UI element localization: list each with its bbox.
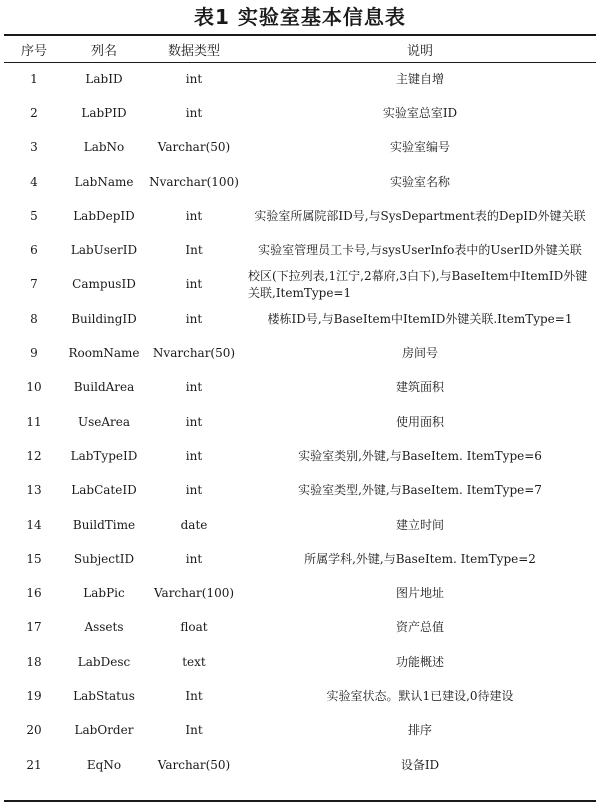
cell-name: RoomName	[68, 346, 140, 361]
cell-desc: 建立时间	[395, 517, 444, 532]
table-row	[4, 714, 596, 748]
cell-name: LabOrder	[74, 723, 134, 738]
cell-desc: 楼栋ID号,与BaseItem中ItemID外键关联.ItemType=1	[267, 311, 573, 326]
cell-desc: 排序	[407, 723, 432, 738]
table-row	[4, 542, 596, 576]
table-row	[4, 611, 596, 645]
cell-name: LabPic	[83, 586, 125, 601]
cell-name: CampusID	[72, 277, 136, 292]
cell-type: Varchar(100)	[153, 586, 235, 601]
cell-type: int	[185, 448, 203, 463]
table-row	[4, 336, 596, 370]
cell-no: 9	[30, 346, 38, 361]
cell-name: LabTypeID	[70, 448, 138, 463]
cell-no: 21	[26, 757, 42, 772]
cell-desc: 实验室总室ID	[382, 105, 458, 120]
cell-name: LabPID	[81, 105, 127, 120]
cell-desc: 主键自增	[395, 71, 444, 86]
cell-type: Int	[185, 723, 203, 738]
table-title: 表1 实验室基本信息表	[194, 5, 406, 29]
cell-no: 5	[30, 208, 38, 223]
cell-type: Nvarchar(50)	[152, 346, 236, 361]
cell-type: Nvarchar(100)	[149, 174, 239, 189]
cell-name: LabUserID	[70, 243, 138, 258]
table-row	[4, 576, 596, 610]
cell-name: BuildingID	[71, 311, 137, 326]
cell-no: 10	[26, 380, 42, 395]
cell-name: EqNo	[86, 757, 122, 772]
header-cell-type: 数据类型	[167, 43, 220, 59]
cell-desc: 实验室类别,外键,与BaseItem. ItemType=6	[298, 448, 542, 463]
cell-no: 12	[26, 448, 42, 463]
header-row	[4, 36, 596, 62]
cell-desc: 实验室管理员工卡号,与sysUserInfo表中的UserID外键关联	[258, 243, 582, 258]
lab-info-table	[4, 36, 596, 782]
cell-no: 4	[30, 174, 38, 189]
cell-desc: 房间号	[401, 346, 438, 361]
cell-no: 6	[30, 243, 38, 258]
cell-type: Varchar(50)	[157, 757, 231, 772]
cell-type: int	[185, 414, 203, 429]
table-row	[4, 268, 596, 302]
table-row	[4, 748, 596, 782]
cell-type: int	[185, 71, 203, 86]
table-row	[4, 96, 596, 130]
cell-desc: 资产总值	[395, 620, 444, 635]
cell-type: float	[180, 620, 208, 635]
cell-desc: 功能概述	[395, 654, 444, 669]
table-row	[4, 645, 596, 679]
cell-no: 20	[26, 723, 42, 738]
table-row	[4, 439, 596, 473]
header-cell-desc: 说明	[406, 43, 433, 59]
cell-name: LabID	[85, 71, 123, 86]
table-row	[4, 371, 596, 405]
cell-name: BuildArea	[73, 380, 135, 395]
cell-name: BuildTime	[72, 517, 136, 532]
cell-name: UseArea	[77, 414, 131, 429]
cell-name: SubjectID	[73, 551, 135, 566]
cell-name: LabStatus	[73, 688, 135, 703]
cell-type: int	[185, 105, 203, 120]
cell-no: 18	[26, 654, 42, 669]
cell-type: Varchar(50)	[157, 140, 231, 155]
cell-type: date	[180, 517, 208, 532]
cell-desc: 图片地址	[395, 586, 444, 601]
cell-no: 13	[26, 483, 42, 498]
cell-name: Assets	[84, 620, 124, 635]
cell-type: int	[185, 277, 203, 292]
header-cell-no: 序号	[20, 43, 47, 59]
cell-desc: 所属学科,外键,与BaseItem. ItemType=2	[304, 551, 536, 566]
bottom-rule	[4, 800, 596, 802]
table-row	[4, 508, 596, 542]
cell-no: 7	[30, 277, 38, 292]
cell-desc: 建筑面积	[395, 380, 444, 395]
table-row	[4, 474, 596, 508]
cell-name: LabCateID	[71, 483, 137, 498]
cell-no: 19	[26, 688, 42, 703]
cell-type: int	[185, 551, 203, 566]
cell-no: 2	[30, 105, 38, 120]
table-row	[4, 62, 596, 96]
table-row	[4, 302, 596, 336]
cell-type: int	[185, 208, 203, 223]
cell-desc: 实验室名称	[389, 174, 450, 189]
cell-no: 11	[26, 414, 42, 429]
cell-desc: 校区(下拉列表,1江宁,2幕府,3白下),与BaseItem中ItemID外键关联,ItemType=1	[248, 268, 588, 300]
table-row	[4, 233, 596, 267]
header-cell-name: 列名	[90, 43, 117, 59]
table-row	[4, 679, 596, 713]
cell-no: 8	[30, 311, 38, 326]
cell-name: LabDepID	[73, 208, 135, 223]
cell-type: int	[185, 380, 203, 395]
cell-desc: 实验室类型,外键,与BaseItem. ItemType=7	[298, 483, 542, 498]
table-row	[4, 131, 596, 165]
cell-desc: 设备ID	[400, 757, 440, 772]
cell-desc: 实验室所属院部ID号,与SysDepartment表的DepID外键关联	[254, 208, 586, 223]
cell-name: LabName	[74, 174, 134, 189]
cell-type: Int	[185, 688, 203, 703]
cell-no: 14	[26, 517, 42, 532]
cell-type: text	[182, 654, 206, 669]
cell-no: 17	[26, 620, 42, 635]
cell-type: Int	[185, 243, 203, 258]
table-row	[4, 405, 596, 439]
cell-no: 15	[26, 551, 42, 566]
cell-no: 3	[30, 140, 38, 155]
cell-desc: 实验室编号	[389, 140, 450, 155]
table-row	[4, 165, 596, 199]
cell-desc: 实验室状态。默认1已建设,0待建设	[326, 688, 514, 703]
cell-type: int	[185, 483, 203, 498]
cell-name: LabNo	[83, 140, 125, 155]
table-row	[4, 199, 596, 233]
cell-name: LabDesc	[77, 654, 131, 669]
cell-type: int	[185, 311, 203, 326]
cell-desc: 使用面积	[395, 414, 444, 429]
cell-no: 1	[30, 71, 38, 86]
cell-no: 16	[26, 586, 42, 601]
